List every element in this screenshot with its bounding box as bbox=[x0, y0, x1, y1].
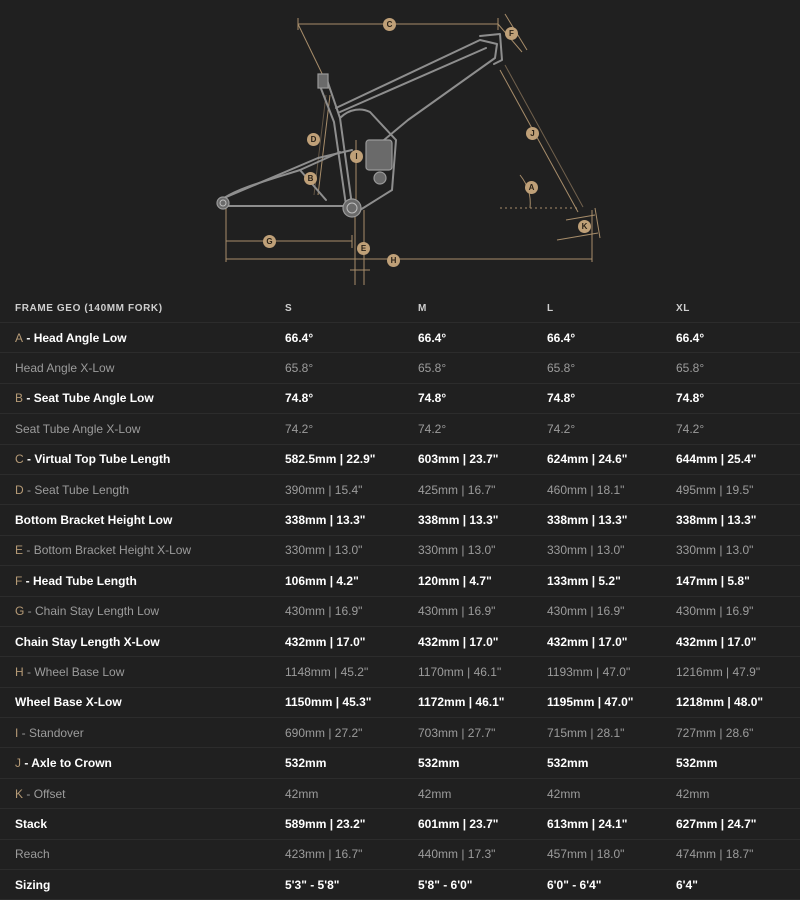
row-name: Head Angle Low bbox=[33, 330, 127, 345]
table-row bbox=[0, 809, 800, 839]
table-row bbox=[0, 626, 800, 656]
table-cell: 74.8° bbox=[285, 383, 418, 413]
dimension-label-g: G bbox=[263, 235, 276, 248]
table-cell: 613mm | 24.1" bbox=[547, 809, 676, 839]
dimension-label-j: J bbox=[526, 127, 539, 140]
table-cell: 474mm | 18.7" bbox=[676, 839, 800, 869]
table-cell: 74.8° bbox=[676, 383, 800, 413]
table-cell: 133mm | 5.2" bbox=[547, 566, 676, 596]
table-cell: 5'8" - 6'0" bbox=[418, 870, 547, 900]
row-letter: J bbox=[15, 756, 21, 771]
header-frame-geo: FRAME GEO (140MM FORK) bbox=[0, 294, 285, 323]
row-label bbox=[0, 839, 285, 869]
row-letter: I bbox=[15, 725, 19, 740]
table-cell: 1150mm | 45.3" bbox=[285, 687, 418, 717]
header-size-m: M bbox=[418, 294, 547, 323]
table-cell: 1148mm | 45.2" bbox=[285, 657, 418, 687]
table-cell: 589mm | 23.2" bbox=[285, 809, 418, 839]
row-name: Wheel Base X-Low bbox=[15, 695, 122, 710]
table-cell: 1218mm | 48.0" bbox=[676, 687, 800, 717]
table-header-row bbox=[0, 294, 800, 323]
row-label bbox=[0, 596, 285, 626]
row-name: Seat Tube Length bbox=[34, 482, 130, 497]
row-separator: - bbox=[23, 391, 34, 406]
table-cell: 66.4° bbox=[285, 323, 418, 353]
frame-geometry-diagram bbox=[0, 0, 800, 295]
row-name: Axle to Crown bbox=[31, 756, 112, 771]
row-name: Wheel Base Low bbox=[34, 664, 125, 679]
table-cell: 390mm | 15.4" bbox=[285, 474, 418, 504]
table-row bbox=[0, 474, 800, 504]
table-cell: 42mm bbox=[285, 778, 418, 808]
table-cell: 440mm | 17.3" bbox=[418, 839, 547, 869]
table-cell: 65.8° bbox=[285, 353, 418, 383]
table-row bbox=[0, 657, 800, 687]
row-name: Sizing bbox=[15, 877, 51, 892]
table-cell: 430mm | 16.9" bbox=[547, 596, 676, 626]
table-row bbox=[0, 323, 800, 353]
table-cell: 74.2° bbox=[676, 414, 800, 444]
table-cell: 425mm | 16.7" bbox=[418, 474, 547, 504]
table-cell: 432mm | 17.0" bbox=[418, 626, 547, 656]
row-separator: - bbox=[24, 604, 36, 619]
header-size-xl: XL bbox=[676, 294, 800, 323]
row-label bbox=[0, 383, 285, 413]
table-cell: 74.8° bbox=[547, 383, 676, 413]
row-name: Seat Tube Angle X-Low bbox=[15, 421, 141, 436]
table-cell: 460mm | 18.1" bbox=[547, 474, 676, 504]
row-letter: K bbox=[15, 786, 24, 801]
table-cell: 430mm | 16.9" bbox=[285, 596, 418, 626]
table-cell: 66.4° bbox=[418, 323, 547, 353]
dimension-label-f: F bbox=[505, 27, 518, 40]
table-row bbox=[0, 718, 800, 748]
table-cell: 703mm | 27.7" bbox=[418, 718, 547, 748]
table-cell: 147mm | 5.8" bbox=[676, 566, 800, 596]
table-row bbox=[0, 596, 800, 626]
row-separator: - bbox=[23, 664, 35, 679]
row-letter: H bbox=[15, 664, 24, 679]
table-cell: 1193mm | 47.0" bbox=[547, 657, 676, 687]
table-cell: 42mm bbox=[547, 778, 676, 808]
row-label bbox=[0, 414, 285, 444]
table-cell: 532mm bbox=[418, 748, 547, 778]
table-cell: 120mm | 4.7" bbox=[418, 566, 547, 596]
table-cell: 727mm | 28.6" bbox=[676, 718, 800, 748]
frame-geometry-table bbox=[0, 294, 800, 900]
row-separator: - bbox=[23, 543, 34, 558]
table-row bbox=[0, 870, 800, 900]
row-separator: - bbox=[23, 330, 34, 345]
header-size-s: S bbox=[285, 294, 418, 323]
row-label bbox=[0, 474, 285, 504]
row-name: Chain Stay Length X-Low bbox=[15, 634, 160, 649]
table-row bbox=[0, 748, 800, 778]
table-cell: 457mm | 18.0" bbox=[547, 839, 676, 869]
row-letter: G bbox=[15, 604, 25, 619]
row-label bbox=[0, 687, 285, 717]
table-cell: 532mm bbox=[676, 748, 800, 778]
table-cell: 338mm | 13.3" bbox=[676, 505, 800, 535]
dimension-label-c: C bbox=[383, 18, 396, 31]
table-cell: 65.8° bbox=[418, 353, 547, 383]
table-cell: 432mm | 17.0" bbox=[285, 626, 418, 656]
table-cell: 715mm | 28.1" bbox=[547, 718, 676, 748]
table-row bbox=[0, 535, 800, 565]
table-row bbox=[0, 505, 800, 535]
row-name: Virtual Top Tube Length bbox=[34, 452, 171, 467]
table-cell: 330mm | 13.0" bbox=[285, 535, 418, 565]
table-row bbox=[0, 444, 800, 474]
table-cell: 74.8° bbox=[418, 383, 547, 413]
table-row bbox=[0, 414, 800, 444]
dimension-label-i: I bbox=[350, 150, 363, 163]
frame-drawing bbox=[0, 0, 800, 295]
table-cell: 1172mm | 46.1" bbox=[418, 687, 547, 717]
row-name: Reach bbox=[15, 847, 50, 862]
row-separator: - bbox=[18, 725, 30, 740]
table-body bbox=[0, 323, 800, 900]
row-label bbox=[0, 505, 285, 535]
table-cell: 601mm | 23.7" bbox=[418, 809, 547, 839]
row-letter: D bbox=[15, 482, 24, 497]
dimension-label-k: K bbox=[578, 220, 591, 233]
row-label bbox=[0, 748, 285, 778]
table-cell: 330mm | 13.0" bbox=[418, 535, 547, 565]
row-label bbox=[0, 626, 285, 656]
row-label bbox=[0, 566, 285, 596]
row-name: Seat Tube Angle Low bbox=[33, 391, 154, 406]
table-cell: 6'4" bbox=[676, 870, 800, 900]
table-cell: 532mm bbox=[285, 748, 418, 778]
row-label bbox=[0, 353, 285, 383]
row-letter: E bbox=[15, 543, 24, 558]
header-size-l: L bbox=[547, 294, 676, 323]
table-cell: 338mm | 13.3" bbox=[418, 505, 547, 535]
table-row bbox=[0, 383, 800, 413]
row-name: Head Angle X-Low bbox=[15, 361, 115, 376]
row-letter: F bbox=[15, 573, 23, 588]
dimension-label-h: H bbox=[387, 254, 400, 267]
table-cell: 432mm | 17.0" bbox=[676, 626, 800, 656]
row-label bbox=[0, 444, 285, 474]
table-cell: 74.2° bbox=[418, 414, 547, 444]
table-cell: 430mm | 16.9" bbox=[676, 596, 800, 626]
row-name: Bottom Bracket Height Low bbox=[15, 513, 173, 528]
table-cell: 66.4° bbox=[547, 323, 676, 353]
table-cell: 330mm | 13.0" bbox=[547, 535, 676, 565]
table-row bbox=[0, 566, 800, 596]
table-cell: 1216mm | 47.9" bbox=[676, 657, 800, 687]
table-cell: 430mm | 16.9" bbox=[418, 596, 547, 626]
table-cell: 532mm bbox=[547, 748, 676, 778]
table-cell: 690mm | 27.2" bbox=[285, 718, 418, 748]
table-cell: 42mm bbox=[676, 778, 800, 808]
row-label bbox=[0, 870, 285, 900]
row-separator: - bbox=[21, 756, 32, 771]
dimension-label-d: D bbox=[307, 133, 320, 146]
table-cell: 644mm | 25.4" bbox=[676, 444, 800, 474]
row-name: Chain Stay Length Low bbox=[35, 604, 160, 619]
table-cell: 582.5mm | 22.9" bbox=[285, 444, 418, 474]
table-cell: 495mm | 19.5" bbox=[676, 474, 800, 504]
table-cell: 338mm | 13.3" bbox=[547, 505, 676, 535]
table-cell: 330mm | 13.0" bbox=[676, 535, 800, 565]
table-row bbox=[0, 353, 800, 383]
table-cell: 74.2° bbox=[285, 414, 418, 444]
table-cell: 5'3" - 5'8" bbox=[285, 870, 418, 900]
table-cell: 603mm | 23.7" bbox=[418, 444, 547, 474]
row-label bbox=[0, 778, 285, 808]
row-label bbox=[0, 657, 285, 687]
row-separator: - bbox=[23, 482, 35, 497]
dimension-label-a: A bbox=[525, 181, 538, 194]
row-name: Offset bbox=[33, 786, 66, 801]
dimension-label-b: B bbox=[304, 172, 317, 185]
table-row bbox=[0, 687, 800, 717]
row-separator: - bbox=[23, 452, 35, 467]
row-name: Standover bbox=[29, 725, 84, 740]
table-cell: 432mm | 17.0" bbox=[547, 626, 676, 656]
table-cell: 106mm | 4.2" bbox=[285, 566, 418, 596]
table-cell: 74.2° bbox=[547, 414, 676, 444]
row-letter: C bbox=[15, 452, 24, 467]
table-cell: 1195mm | 47.0" bbox=[547, 687, 676, 717]
row-letter: A bbox=[15, 330, 24, 345]
row-name: Bottom Bracket Height X-Low bbox=[33, 543, 192, 558]
table-cell: 65.8° bbox=[547, 353, 676, 383]
row-name: Stack bbox=[15, 816, 48, 831]
row-separator: - bbox=[22, 573, 34, 588]
table-cell: 338mm | 13.3" bbox=[285, 505, 418, 535]
table-cell: 66.4° bbox=[676, 323, 800, 353]
row-name: Head Tube Length bbox=[33, 573, 137, 588]
row-label bbox=[0, 718, 285, 748]
table-cell: 423mm | 16.7" bbox=[285, 839, 418, 869]
row-label bbox=[0, 535, 285, 565]
table-cell: 6'0" - 6'4" bbox=[547, 870, 676, 900]
table-cell: 42mm bbox=[418, 778, 547, 808]
table-cell: 624mm | 24.6" bbox=[547, 444, 676, 474]
table-row bbox=[0, 778, 800, 808]
table-row bbox=[0, 839, 800, 869]
dimension-label-e: E bbox=[357, 242, 370, 255]
row-letter: B bbox=[15, 391, 24, 406]
row-separator: - bbox=[23, 786, 34, 801]
table-cell: 627mm | 24.7" bbox=[676, 809, 800, 839]
row-label bbox=[0, 323, 285, 353]
row-label bbox=[0, 809, 285, 839]
table-cell: 65.8° bbox=[676, 353, 800, 383]
table-cell: 1170mm | 46.1" bbox=[418, 657, 547, 687]
